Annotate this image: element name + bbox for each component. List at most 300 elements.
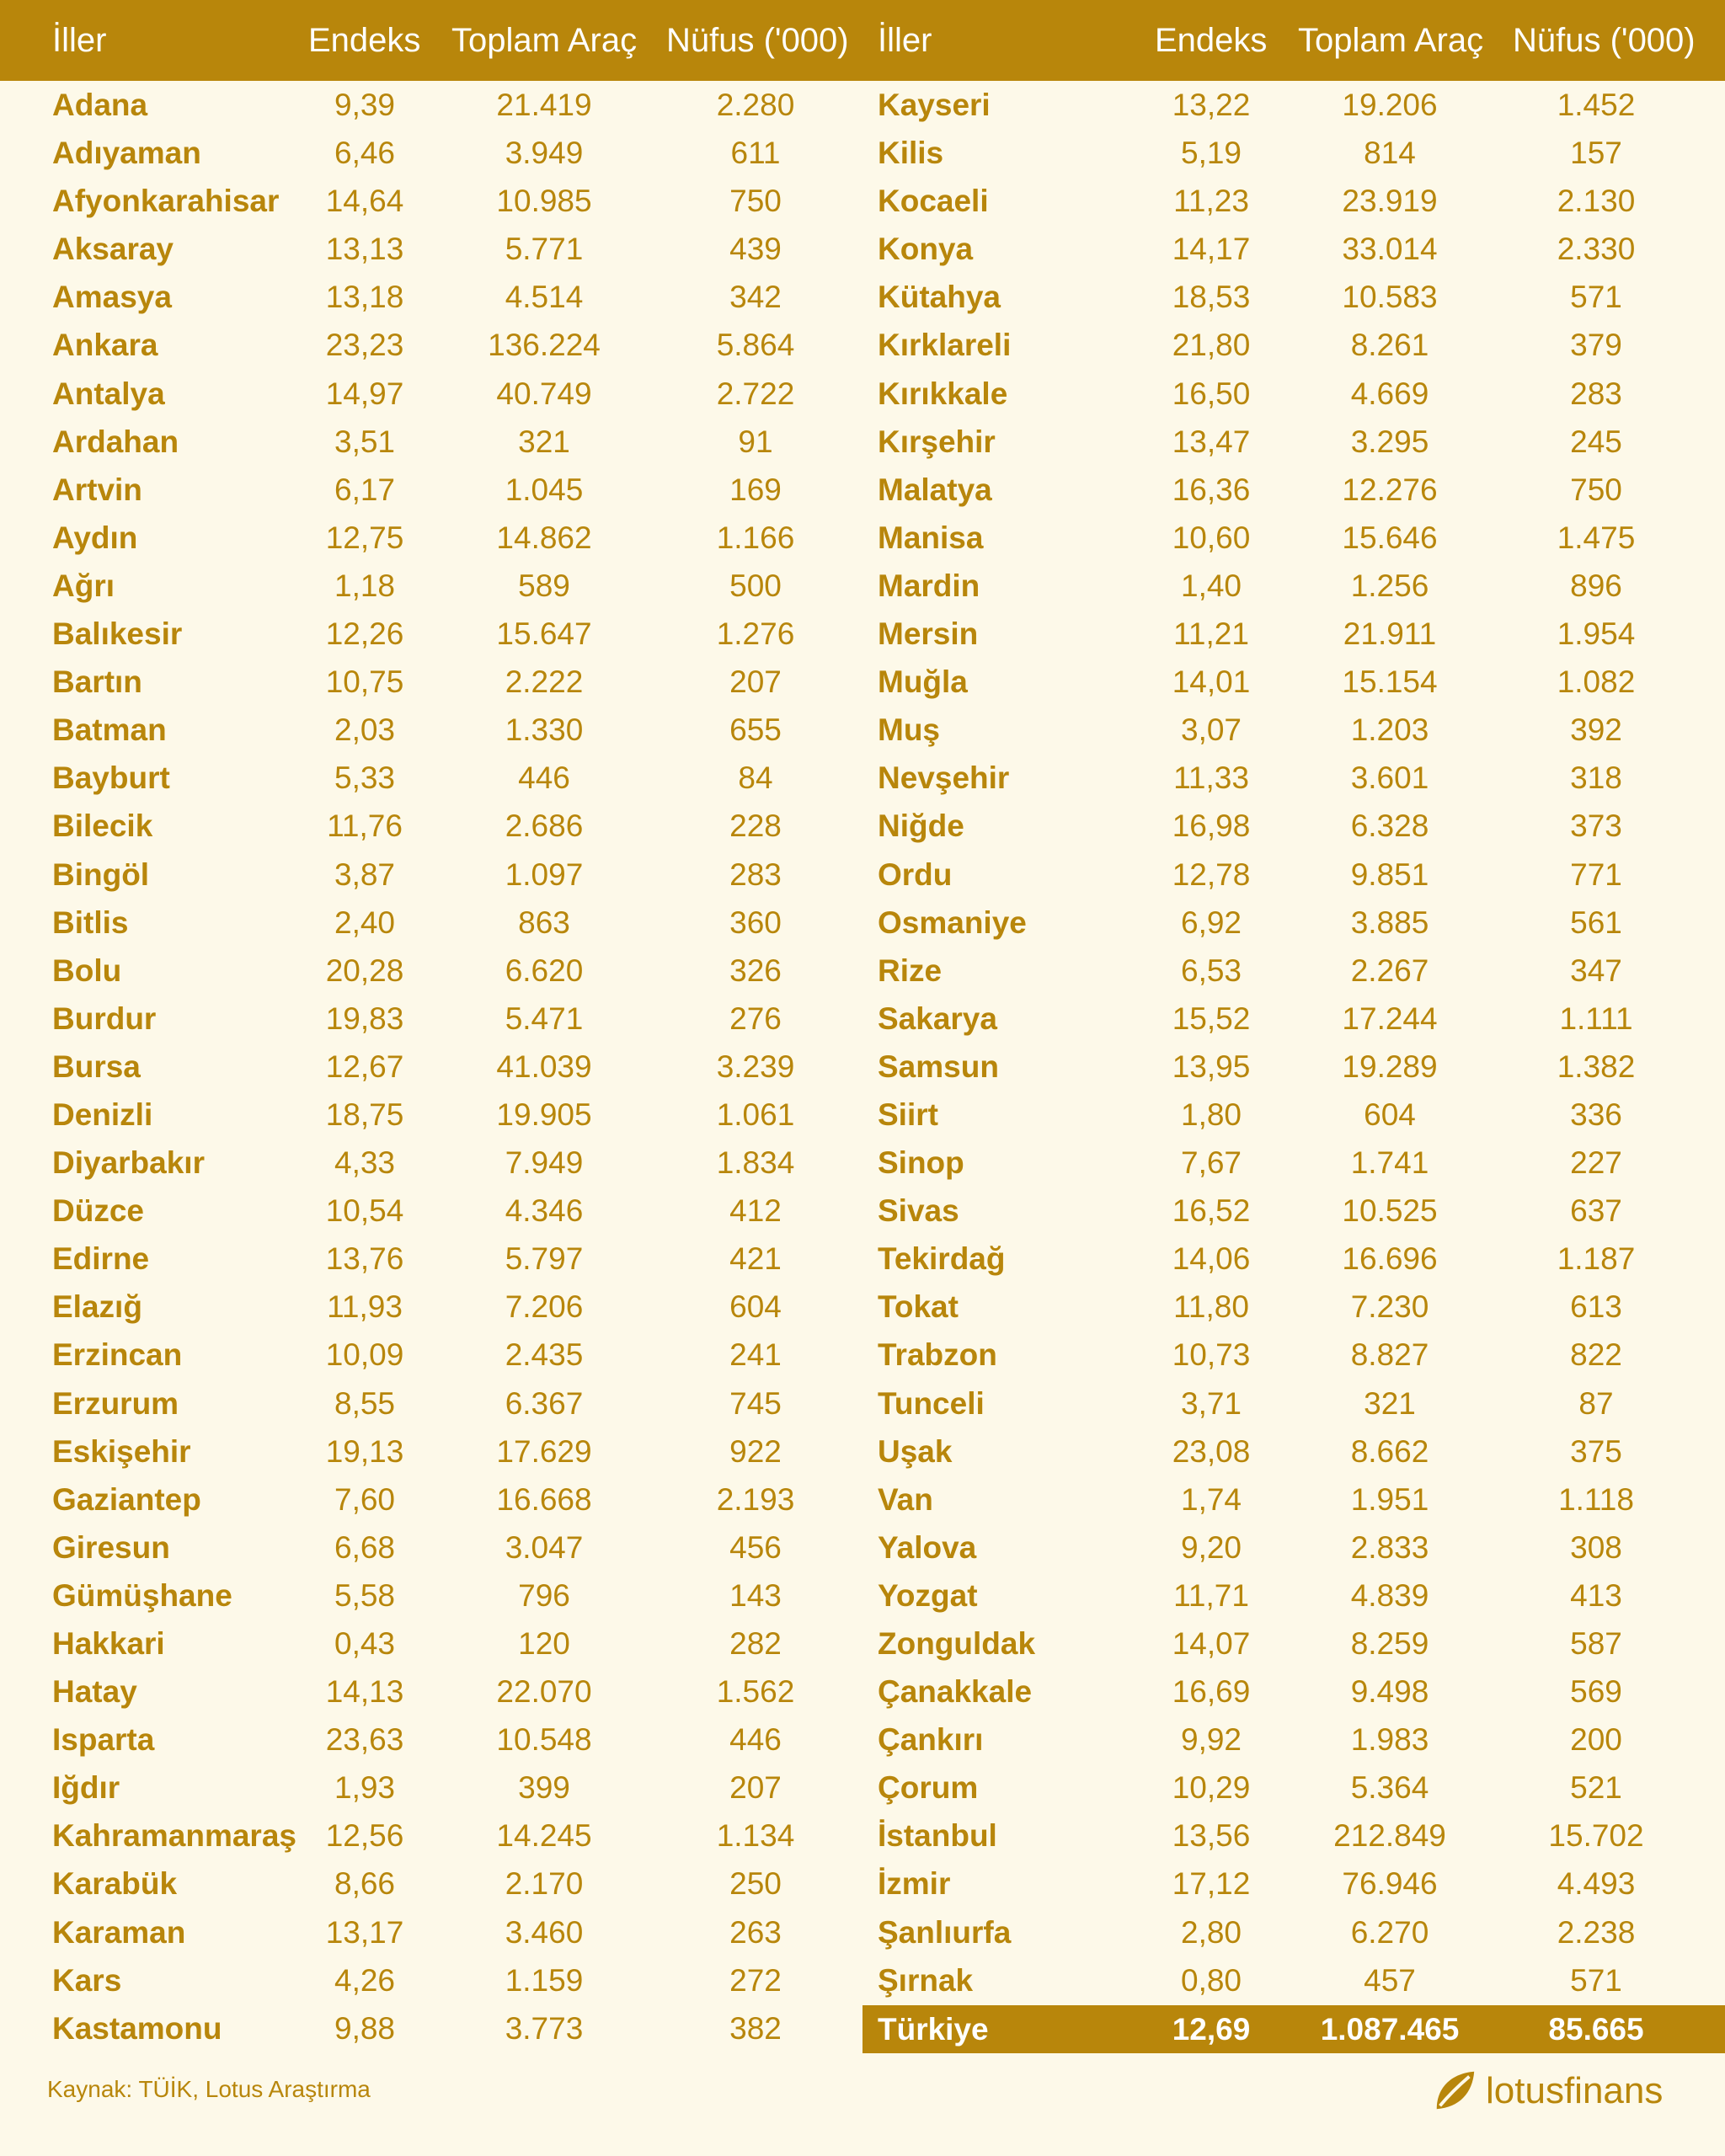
population-value: 272	[729, 1962, 782, 1998]
population-value: 84	[738, 760, 773, 796]
population-value: 421	[729, 1241, 782, 1277]
population-value: 750	[1570, 472, 1622, 507]
header-right-index: Endeks	[1155, 22, 1268, 59]
index-value: 20,28	[325, 953, 404, 988]
table-row	[0, 1428, 862, 1476]
table-row	[0, 899, 862, 947]
vehicles-value: 76.946	[1342, 1866, 1438, 1902]
index-value: 4,33	[334, 1145, 396, 1181]
index-value: 2,80	[1180, 1914, 1242, 1950]
index-value: 14,97	[325, 376, 404, 411]
source-note: Kaynak: TÜİK, Lotus Araştırma	[47, 2076, 371, 2102]
province-name: Erzincan	[52, 1337, 183, 1373]
index-value: 2,40	[334, 905, 396, 940]
province-name: Kahramanmaraş	[52, 1818, 296, 1854]
province-name: Adana	[52, 88, 148, 122]
province-name: Sivas	[878, 1193, 959, 1229]
index-value: 14,01	[1172, 664, 1251, 700]
table-row	[0, 177, 862, 225]
right-table	[862, 81, 1725, 2004]
table-row	[862, 1812, 1725, 1860]
population-value: 283	[729, 857, 782, 892]
population-value: 2.238	[1557, 1914, 1636, 1950]
vehicles-value: 457	[1364, 1962, 1416, 1998]
population-value: 571	[1570, 280, 1622, 315]
table-row	[862, 418, 1725, 466]
index-value: 12,67	[325, 1049, 404, 1084]
index-value: 11,23	[1173, 184, 1249, 219]
vehicles-value: 1.097	[505, 857, 584, 892]
table-row	[0, 1716, 862, 1764]
population-value: 750	[729, 184, 782, 219]
table-row	[0, 1331, 862, 1379]
vehicles-value: 8.827	[1350, 1337, 1429, 1373]
population-value: 283	[1570, 376, 1622, 411]
population-value: 282	[729, 1626, 782, 1661]
index-value: 13,22	[1172, 88, 1251, 122]
province-name: Ardahan	[52, 424, 179, 459]
province-name: Trabzon	[878, 1337, 997, 1373]
province-name: Balıkesir	[52, 616, 183, 652]
province-name: Aydın	[52, 520, 138, 555]
table-row	[862, 1908, 1725, 1956]
province-name: Kars	[52, 1962, 122, 1998]
index-value: 14,17	[1172, 232, 1251, 267]
vehicles-value: 604	[1364, 1097, 1416, 1132]
table-row	[0, 1380, 862, 1428]
index-value: 13,17	[325, 1914, 404, 1950]
province-name: Muş	[878, 712, 940, 748]
table-row	[862, 802, 1725, 850]
population-value: 412	[729, 1193, 782, 1229]
vehicles-value: 5.771	[505, 232, 584, 267]
table-row	[862, 899, 1725, 947]
table-row	[862, 1764, 1725, 1812]
index-value: 3,51	[334, 424, 396, 459]
province-name: Sinop	[878, 1145, 964, 1181]
table-row	[862, 1043, 1725, 1091]
table-row	[862, 370, 1725, 418]
index-value: 13,18	[325, 280, 404, 315]
table-row	[0, 802, 862, 850]
table-row	[0, 1812, 862, 1860]
population-value: 1.276	[716, 616, 795, 652]
vehicles-value: 7.206	[505, 1289, 584, 1325]
province-name: Şırnak	[878, 1962, 974, 1998]
province-name: Bayburt	[52, 760, 170, 796]
province-name: Artvin	[52, 472, 142, 507]
table-row	[862, 1139, 1725, 1187]
table-row	[862, 658, 1725, 706]
vehicles-value: 15.154	[1342, 664, 1438, 700]
province-name: Iğdır	[52, 1770, 120, 1806]
index-value: 16,36	[1172, 472, 1251, 507]
vehicles-value: 3.047	[505, 1529, 584, 1565]
population-value: 613	[1570, 1289, 1622, 1325]
province-name: İzmir	[878, 1866, 951, 1902]
vehicles-value: 5.797	[505, 1241, 584, 1277]
vehicles-value: 6.328	[1350, 808, 1429, 844]
province-name: Manisa	[878, 520, 984, 555]
population-value: 896	[1570, 568, 1622, 603]
total-index: 12,69	[1172, 2012, 1251, 2047]
province-name: Kastamonu	[52, 2010, 222, 2046]
province-name: Sakarya	[878, 1001, 997, 1036]
vehicles-value: 40.749	[496, 376, 592, 411]
header-right-province: İller	[878, 22, 932, 59]
table-row	[862, 1620, 1725, 1668]
vehicles-value: 4.839	[1350, 1577, 1429, 1613]
province-name: Siirt	[878, 1097, 938, 1132]
province-name: Batman	[52, 712, 167, 748]
index-value: 12,78	[1172, 857, 1251, 892]
vehicles-value: 41.039	[496, 1049, 592, 1084]
index-value: 3,87	[334, 857, 396, 892]
vehicles-value: 2.222	[505, 664, 584, 700]
table-row	[0, 273, 862, 321]
index-value: 23,63	[325, 1722, 404, 1758]
vehicles-value: 8.261	[1350, 328, 1429, 363]
index-value: 11,33	[1173, 760, 1249, 796]
province-name: Çankırı	[878, 1722, 984, 1758]
population-value: 569	[1570, 1674, 1622, 1710]
province-name: Amasya	[52, 280, 172, 315]
vehicles-value: 23.919	[1342, 184, 1438, 219]
population-value: 413	[1570, 1577, 1622, 1613]
vehicles-value: 10.525	[1342, 1193, 1438, 1229]
leaf-icon	[1430, 2067, 1479, 2116]
province-name: Van	[878, 1481, 933, 1517]
table-row	[862, 81, 1725, 129]
index-value: 13,47	[1172, 424, 1251, 459]
index-value: 15,52	[1172, 1001, 1251, 1036]
province-name: Ağrı	[52, 568, 115, 603]
population-value: 1.954	[1557, 616, 1636, 652]
population-value: 587	[1570, 1626, 1622, 1661]
index-value: 16,69	[1172, 1674, 1251, 1710]
population-value: 227	[1570, 1145, 1622, 1181]
province-name: Tunceli	[878, 1385, 985, 1421]
population-value: 373	[1570, 808, 1622, 844]
province-name: Yozgat	[878, 1577, 978, 1613]
population-value: 745	[729, 1385, 782, 1421]
population-value: 1.134	[716, 1818, 795, 1854]
table-row	[0, 706, 862, 754]
province-name: Kırşehir	[878, 424, 996, 459]
table-row	[0, 995, 862, 1043]
table-row	[0, 1187, 862, 1235]
population-value: 87	[1578, 1385, 1614, 1421]
table-row	[862, 321, 1725, 369]
vehicles-value: 5.364	[1350, 1770, 1429, 1806]
table-row	[0, 1283, 862, 1331]
province-name: Bursa	[52, 1049, 141, 1084]
province-name: Yalova	[878, 1529, 977, 1565]
header-left-population: Nüfus ('000)	[666, 22, 849, 59]
table-row	[0, 1091, 862, 1139]
province-name: Gümüşhane	[52, 1577, 232, 1613]
population-value: 308	[1570, 1529, 1622, 1565]
population-value: 245	[1570, 424, 1622, 459]
vehicles-value: 399	[518, 1770, 570, 1806]
index-value: 10,09	[325, 1337, 404, 1373]
population-value: 604	[729, 1289, 782, 1325]
province-name: Bartın	[52, 664, 142, 700]
vehicles-value: 14.245	[496, 1818, 592, 1854]
vehicles-value: 3.295	[1350, 424, 1429, 459]
province-name: Giresun	[52, 1529, 170, 1565]
table-row	[862, 1716, 1725, 1764]
population-value: 1.061	[716, 1097, 795, 1132]
table-row	[0, 1668, 862, 1716]
table-row	[862, 466, 1725, 514]
brand-name: lotusfinans	[1486, 2070, 1664, 2111]
population-value: 241	[729, 1337, 782, 1373]
vehicles-value: 3.460	[505, 1914, 584, 1950]
population-value: 342	[729, 280, 782, 315]
province-name: Çanakkale	[878, 1674, 1033, 1710]
province-name: Bolu	[52, 953, 122, 988]
province-name: Mardin	[878, 568, 980, 603]
index-value: 6,92	[1180, 905, 1242, 940]
index-value: 14,13	[325, 1674, 404, 1710]
vehicles-value: 9.851	[1350, 857, 1429, 892]
vehicles-value: 17.244	[1342, 1001, 1438, 1036]
vehicles-value: 1.330	[505, 712, 584, 748]
population-value: 922	[729, 1433, 782, 1469]
province-name: Zonguldak	[878, 1626, 1036, 1661]
vehicles-value: 796	[518, 1577, 570, 1613]
population-value: 1.562	[716, 1674, 795, 1710]
province-name: Kilis	[878, 136, 944, 171]
population-value: 637	[1570, 1193, 1622, 1229]
population-value: 611	[730, 136, 781, 171]
table-row	[862, 225, 1725, 273]
index-value: 12,26	[325, 616, 404, 652]
vehicles-value: 10.583	[1342, 280, 1438, 315]
province-name: Hakkari	[52, 1626, 165, 1661]
index-value: 10,29	[1172, 1770, 1251, 1806]
table-row	[0, 81, 862, 129]
vehicles-value: 2.686	[505, 808, 584, 844]
vehicles-value: 321	[1364, 1385, 1416, 1421]
vehicles-value: 814	[1364, 136, 1416, 171]
province-name: Aksaray	[52, 232, 174, 267]
vehicles-value: 1.951	[1350, 1481, 1429, 1517]
population-value: 15.702	[1548, 1818, 1644, 1854]
index-value: 17,12	[1172, 1866, 1251, 1902]
vehicles-value: 212.849	[1333, 1818, 1446, 1854]
vehicles-value: 16.696	[1342, 1241, 1438, 1277]
index-value: 1,74	[1180, 1481, 1242, 1517]
population-value: 375	[1570, 1433, 1622, 1469]
index-value: 11,71	[1173, 1577, 1249, 1613]
index-value: 11,80	[1173, 1289, 1249, 1325]
table-row	[862, 1428, 1725, 1476]
province-name: Burdur	[52, 1001, 157, 1036]
index-value: 16,50	[1172, 376, 1251, 411]
population-value: 500	[729, 568, 782, 603]
table-row	[0, 1043, 862, 1091]
table-row	[0, 1908, 862, 1956]
province-name: Tokat	[878, 1289, 959, 1325]
vehicles-value: 3.949	[505, 136, 584, 171]
province-name: Diyarbakır	[52, 1145, 205, 1181]
total-vehicles: 1.087.465	[1320, 2012, 1460, 2047]
vehicles-value: 1.256	[1350, 568, 1429, 603]
vehicles-value: 19.206	[1342, 88, 1438, 122]
table-row	[0, 418, 862, 466]
vehicles-value: 589	[518, 568, 570, 603]
vehicles-value: 7.230	[1350, 1289, 1429, 1325]
table-row	[862, 1380, 1725, 1428]
table-row	[0, 514, 862, 562]
population-value: 250	[729, 1866, 782, 1902]
table-row	[862, 1187, 1725, 1235]
vehicles-value: 8.662	[1350, 1433, 1429, 1469]
index-value: 13,95	[1172, 1049, 1251, 1084]
table-row	[0, 225, 862, 273]
vehicles-value: 6.620	[505, 953, 584, 988]
index-value: 19,13	[325, 1433, 404, 1469]
table-row	[862, 1476, 1725, 1524]
index-value: 9,20	[1180, 1529, 1242, 1565]
brand-logo	[1430, 2062, 1663, 2121]
index-value: 10,73	[1172, 1337, 1251, 1373]
index-value: 6,17	[334, 472, 396, 507]
province-name: Adıyaman	[52, 136, 201, 171]
total-population: 85.665	[1548, 2012, 1644, 2047]
index-value: 16,98	[1172, 808, 1251, 844]
total-row	[862, 2005, 1725, 2053]
index-value: 0,43	[334, 1626, 396, 1661]
table-row	[862, 754, 1725, 802]
total-name: Türkiye	[878, 2012, 989, 2047]
province-name: Ankara	[52, 328, 158, 363]
table-row	[0, 1139, 862, 1187]
vehicles-value: 4.514	[505, 280, 584, 315]
header-right-vehicles: Toplam Araç	[1298, 22, 1484, 59]
table-row	[862, 1668, 1725, 1716]
table-row	[0, 1956, 862, 2004]
vehicles-value: 2.170	[505, 1866, 584, 1902]
vehicles-value: 4.669	[1350, 376, 1429, 411]
vehicles-value: 6.270	[1350, 1914, 1429, 1950]
population-value: 2.130	[1557, 184, 1636, 219]
province-name: Kırklareli	[878, 328, 1012, 363]
population-value: 5.864	[716, 328, 795, 363]
vehicles-value: 6.367	[505, 1385, 584, 1421]
table-row	[862, 1956, 1725, 2004]
population-value: 1.111	[1559, 1001, 1633, 1036]
vehicles-value: 446	[518, 760, 570, 796]
table-row	[862, 1091, 1725, 1139]
province-name: Tekirdağ	[878, 1241, 1006, 1277]
vehicles-value: 120	[518, 1626, 570, 1661]
table-header	[0, 0, 1725, 81]
province-name: Mersin	[878, 616, 979, 652]
vehicles-value: 15.646	[1342, 520, 1438, 555]
index-value: 6,53	[1180, 953, 1242, 988]
index-value: 8,55	[334, 1385, 396, 1421]
table-row	[0, 370, 862, 418]
left-table	[0, 81, 862, 2052]
index-value: 13,56	[1172, 1818, 1251, 1854]
index-value: 23,23	[325, 328, 404, 363]
province-name: Erzurum	[52, 1385, 179, 1421]
header-left-province: İller	[52, 22, 107, 59]
province-name: Eskişehir	[52, 1433, 191, 1469]
population-value: 392	[1570, 712, 1622, 748]
table-row	[862, 1283, 1725, 1331]
index-value: 9,88	[334, 2010, 396, 2046]
table-row	[862, 1860, 1725, 1908]
population-value: 379	[1570, 328, 1622, 363]
table-row	[862, 1524, 1725, 1572]
province-name: Konya	[878, 232, 974, 267]
index-value: 6,46	[334, 136, 396, 171]
table-row	[862, 562, 1725, 610]
population-value: 2.330	[1557, 232, 1636, 267]
population-value: 1.166	[716, 520, 795, 555]
province-name: Antalya	[52, 376, 165, 411]
index-value: 12,56	[325, 1818, 404, 1854]
population-value: 169	[729, 472, 782, 507]
table-row	[0, 1235, 862, 1283]
population-value: 1.118	[1558, 1481, 1634, 1517]
index-value: 2,03	[334, 712, 396, 748]
province-name: Denizli	[52, 1097, 153, 1132]
table-row	[0, 1860, 862, 1908]
population-value: 263	[729, 1914, 782, 1950]
province-name: Şanlıurfa	[878, 1914, 1012, 1950]
vehicles-value: 3.601	[1350, 760, 1429, 796]
table-row	[0, 466, 862, 514]
vehicles-value: 12.276	[1342, 472, 1438, 507]
table-row	[0, 947, 862, 995]
population-value: 1.452	[1557, 88, 1636, 122]
province-name: Karabük	[52, 1866, 178, 1902]
province-name: Bingöl	[52, 857, 150, 892]
index-value: 18,53	[1172, 280, 1251, 315]
vehicles-value: 8.259	[1350, 1626, 1429, 1661]
table-row	[862, 177, 1725, 225]
population-value: 207	[729, 1770, 782, 1806]
table-row	[0, 610, 862, 658]
index-value: 0,80	[1180, 1962, 1242, 1998]
header-left-index: Endeks	[308, 22, 421, 59]
province-name: Düzce	[52, 1193, 144, 1229]
index-value: 6,68	[334, 1529, 396, 1565]
table-row	[0, 321, 862, 369]
index-value: 7,67	[1180, 1145, 1242, 1181]
population-value: 439	[729, 232, 782, 267]
table-row	[0, 1572, 862, 1620]
vehicles-value: 9.498	[1350, 1674, 1429, 1710]
population-value: 157	[1570, 136, 1622, 171]
table-row	[862, 129, 1725, 177]
index-value: 10,60	[1172, 520, 1251, 555]
population-value: 571	[1570, 1962, 1622, 1998]
vehicles-value: 5.471	[505, 1001, 584, 1036]
population-value: 822	[1570, 1337, 1622, 1373]
population-value: 1.187	[1557, 1241, 1636, 1277]
province-name: Malatya	[878, 472, 992, 507]
population-value: 326	[729, 953, 782, 988]
index-value: 7,60	[334, 1481, 396, 1517]
table-row	[862, 706, 1725, 754]
population-value: 1.475	[1557, 520, 1636, 555]
